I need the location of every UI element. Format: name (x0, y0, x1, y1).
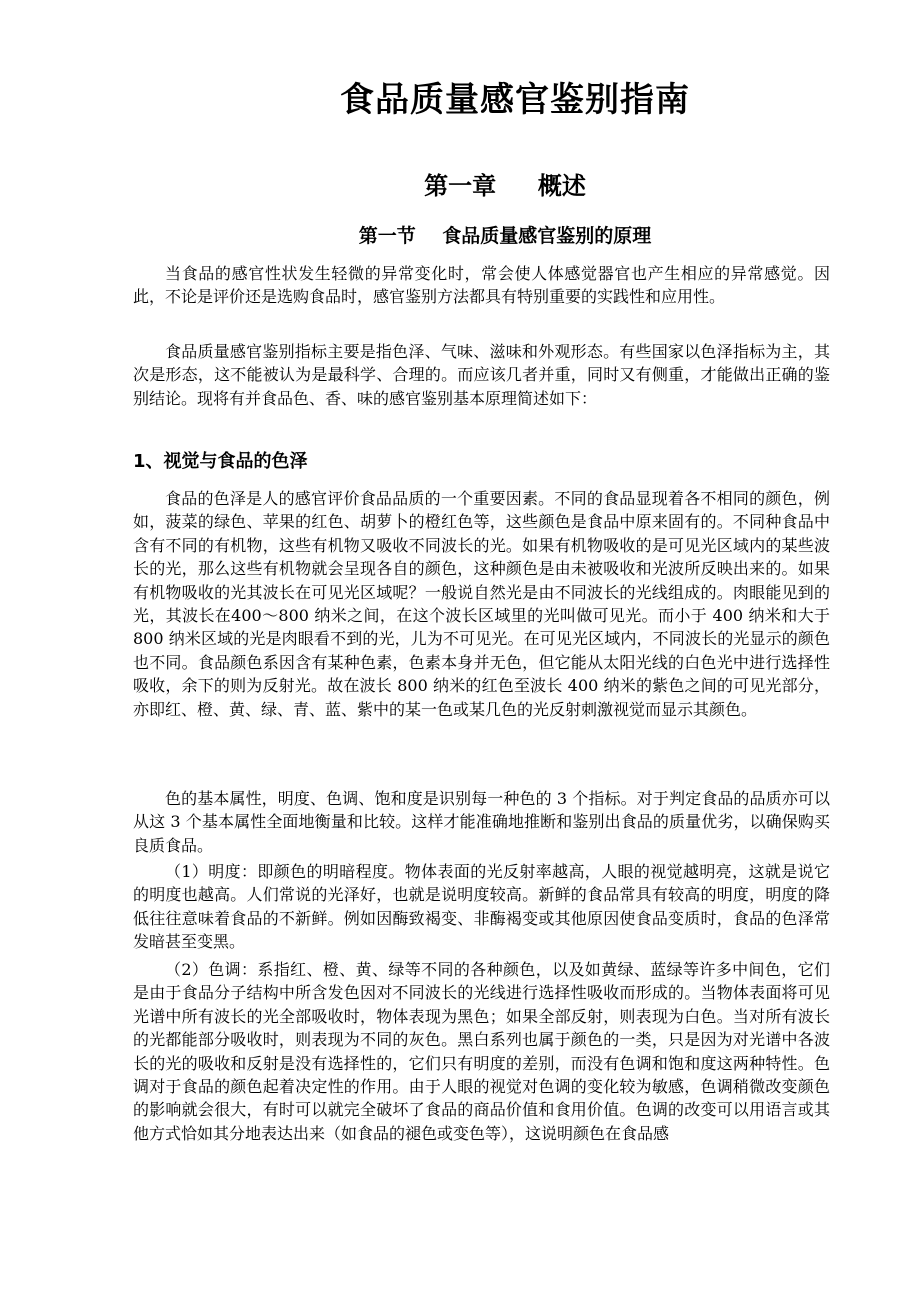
intro-paragraph: 当食品的感官性状发生轻微的异常变化时，常会使人体感觉器官也产生相应的异常感觉。因此，不论是评价还是选购食品时，感官鉴别方法都具有特别重要的实践性和应用性。 (133, 264, 830, 307)
body-paragraph: （1）明度：即颜色的明暗程度。物体表面的光反射率越高，人眼的视觉越明亮，这就是说它的明度也越高。人们常说的光泽好，也就是说明度较高。新鲜的食品常具有较高的明度，明度的降低往往意味着食品的不新鲜。例如因酶致褐变、非酶褐变或其他原因使食品变质时，食品的色泽常发暗甚至变黑。 (133, 862, 830, 952)
chapter-title: 第一章 概述 (424, 172, 586, 200)
document-title: 食品质量感官鉴别指南 (340, 80, 690, 120)
intro-paragraph: 食品质量感官鉴别指标主要是指色泽、气味、滋味和外观形态。有些国家以色泽指标为主，其次是形态，这不能被认为是最科学、合理的。而应该几者并重，同时又有侧重，才能做出正确的鉴别结论。现将有并食品色、香、味的感官鉴别基本原理简述如下： (133, 342, 830, 408)
body-paragraph: （2）色调：系指红、橙、黄、绿等不同的各种颜色，以及如黄绿、蓝绿等许多中间色，它们是由于食品分子结构中所含发色因对不同波长的光线进行选择性吸收而形成的。当物体表面将可见光谱中所有波长的光全部吸收时，物体表现为黑色；如果全部反射，则表现为白色。当对所有波长的光都能部分吸收时，则表现为不同的灰色。黑白系列也属于颜色的一类，只是因为对光谱中各波长的光的吸收和反射是没有选择性的，它们只有明度的差别，而没有色调和饱和度这两种特性。色调对于食品的颜色起着决定性的作用。由于人眼的视觉对色调的变化较为敏感，色调稍微改变颜色的影响就会很大，有时可以就完全破坏了食品的商品价值和食用价值。色调的改变可以用语言或其他方式恰如其分地表达出来（如食品的褪色或变色等），这说明颜色在食品感 (133, 960, 830, 1143)
subsection-heading: 1、视觉与食品的色泽 (133, 451, 308, 472)
section-title: 第一节 食品质量感官鉴别的原理 (358, 225, 652, 247)
body-paragraph: 食品的色泽是人的感官评价食品品质的一个重要因素。不同的食品显现着各不相同的颜色，例如，菠菜的绿色、苹果的红色、胡萝卜的橙红色等，这些颜色是食品中原来固有的。不同种食品中含有不同的有机物，这些有机物又吸收不同波长的光。如果有机物吸收的是可见光区域内的某些波长的光，那么这些有机物就会呈现各自的颜色，这种颜色是由未被吸收和光波所反映出来的。如果有机物吸收的光其波长在可见光区域呢？一般说自然光是由不同波长的光线组成的。肉眼能见到的光，其波长在400～800 纳米之间，在这个波长区域里的光叫做可见光。而小于 400 纳米和大于 800 纳米区域的光是肉眼看不到的光，儿为不可见光。在可见光区域内，不同波长的光显示的颜色也不同。食品颜色系因含有某种色素，色素本身并无色，但它能从太阳光线的白色光中进行选择性吸收，余下的则为反射光。故在波长 800 纳米的红色至波长 400 纳米的紫色之间的可见光部分，亦即红、橙、黄、绿、青、蓝、紫中的某一色或某几色的光反射刺激视觉而显示其颜色。 (133, 489, 830, 719)
body-paragraph: 色的基本属性，明度、色调、饱和度是识别每一种色的 3 个指标。对于判定食品的品质亦可以从这 3 个基本属性全面地衡量和比较。这样才能准确地推断和鉴别出食品的质量优劣，以确保购买良质食品。 (133, 789, 830, 855)
